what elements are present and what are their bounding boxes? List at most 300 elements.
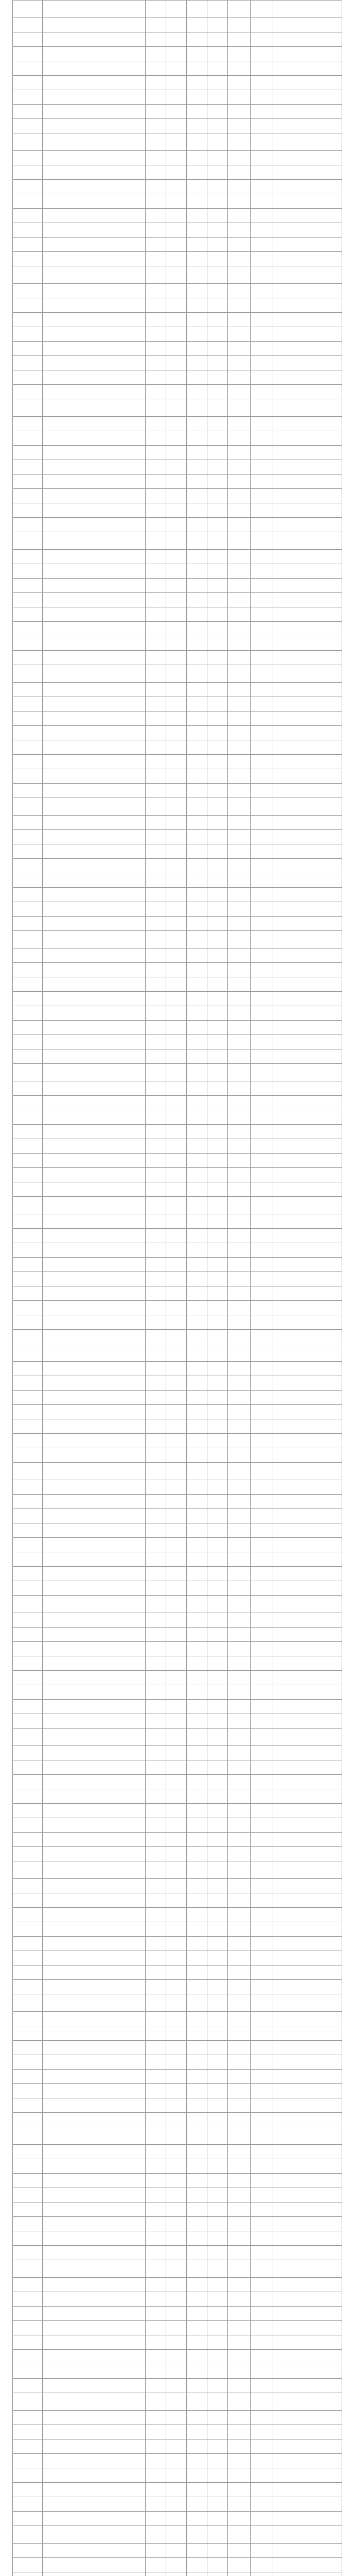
table-cell (146, 2127, 166, 2145)
table-cell (228, 2217, 251, 2231)
table-cell (43, 238, 146, 252)
table-cell (207, 1596, 228, 1613)
table-cell (273, 2558, 342, 2572)
table-cell (228, 1463, 251, 1480)
table-cell (273, 1168, 342, 1182)
table-cell (251, 550, 273, 564)
table-cell (251, 931, 273, 948)
table-cell (13, 209, 43, 223)
table-cell (43, 47, 146, 61)
table-cell (207, 1818, 228, 1833)
table-cell (43, 1139, 146, 1154)
table-cell (273, 697, 342, 711)
table-cell (228, 194, 251, 209)
table-cell (187, 460, 207, 474)
table-cell (13, 844, 43, 859)
table-cell (273, 1448, 342, 1463)
table-cell (273, 2159, 342, 2174)
table-cell (187, 1021, 207, 1035)
table-cell (228, 2070, 251, 2084)
table-cell (228, 1197, 251, 1214)
table-cell (13, 564, 43, 579)
table-cell (207, 1728, 228, 1746)
table-cell (228, 622, 251, 636)
table-cell (273, 1746, 342, 1760)
table-cell (13, 755, 43, 769)
table-cell (228, 489, 251, 503)
table-cell (251, 1671, 273, 1685)
table-cell (166, 1509, 187, 1523)
table-cell (13, 550, 43, 564)
table-cell (228, 1405, 251, 1419)
table-cell (43, 1405, 146, 1419)
table-cell (166, 1096, 187, 1110)
table-cell (228, 1746, 251, 1760)
school-row (13, 2393, 342, 2411)
table-cell (43, 489, 146, 503)
table-cell (207, 1538, 228, 1552)
table-cell (207, 1700, 228, 1714)
table-cell (273, 1728, 342, 1746)
table-cell (228, 2335, 251, 2350)
major-row (13, 474, 342, 489)
table-cell (228, 1642, 251, 1656)
table-cell (251, 2439, 273, 2454)
table-cell (43, 798, 146, 816)
table-cell (228, 1, 251, 18)
table-cell (13, 2526, 43, 2544)
table-cell (166, 1596, 187, 1613)
table-cell (13, 902, 43, 917)
table-cell (43, 1775, 146, 1789)
table-cell (166, 1463, 187, 1480)
table-cell (273, 532, 342, 550)
table-cell (146, 2159, 166, 2174)
table-cell (228, 1154, 251, 1168)
table-cell (43, 2558, 146, 2572)
table-cell (13, 1391, 43, 1405)
table-cell (207, 105, 228, 119)
major-row (13, 1775, 342, 1789)
table-cell (228, 503, 251, 518)
table-cell (207, 1197, 228, 1214)
table-cell (273, 1789, 342, 1804)
table-cell (146, 873, 166, 888)
table-cell (166, 636, 187, 651)
table-cell (146, 593, 166, 607)
table-cell (228, 2188, 251, 2202)
table-cell (207, 266, 228, 284)
major-row (13, 1879, 342, 1893)
table-cell (187, 2468, 207, 2483)
table-cell (146, 1006, 166, 1021)
table-cell (187, 740, 207, 755)
table-cell (228, 165, 251, 180)
table-cell (166, 2113, 187, 2127)
major-row (13, 1893, 342, 1908)
table-cell (251, 2335, 273, 2350)
table-cell (146, 2246, 166, 2260)
school-row (13, 1197, 342, 1214)
major-row (13, 1243, 342, 1258)
table-cell (207, 636, 228, 651)
table-cell (251, 2188, 273, 2202)
table-cell (13, 963, 43, 977)
table-cell (228, 61, 251, 76)
table-cell (207, 1, 228, 18)
table-cell (187, 1405, 207, 1419)
major-row (13, 313, 342, 327)
table-cell (207, 1096, 228, 1110)
table-cell (228, 1760, 251, 1775)
table-cell (187, 209, 207, 223)
table-cell (13, 1197, 43, 1214)
table-cell (273, 417, 342, 431)
table-cell (146, 636, 166, 651)
table-cell (273, 1272, 342, 1286)
table-cell (251, 238, 273, 252)
table-cell (166, 2202, 187, 2217)
table-cell (13, 711, 43, 726)
table-cell (43, 2070, 146, 2084)
table-cell (207, 2174, 228, 2188)
table-cell (228, 1965, 251, 1980)
table-cell (43, 2526, 146, 2544)
table-cell (43, 564, 146, 579)
table-cell (43, 651, 146, 665)
table-cell (146, 1567, 166, 1581)
table-cell (273, 1362, 342, 1376)
major-row (13, 697, 342, 711)
table-cell (187, 2055, 207, 2070)
table-cell (273, 1509, 342, 1523)
table-cell (13, 2335, 43, 2350)
table-cell (13, 873, 43, 888)
table-cell (251, 1538, 273, 1552)
table-cell (146, 1286, 166, 1301)
table-cell (228, 2512, 251, 2526)
table-cell (187, 917, 207, 931)
table-cell (207, 2379, 228, 2393)
table-cell (43, 1804, 146, 1818)
table-cell (207, 1330, 228, 1347)
table-cell (166, 1182, 187, 1197)
table-cell (146, 1951, 166, 1965)
major-row (13, 2026, 342, 2041)
table-cell (187, 2159, 207, 2174)
table-cell (146, 1229, 166, 1243)
major-row (13, 755, 342, 769)
major-row (13, 489, 342, 503)
table-cell (43, 165, 146, 180)
table-cell (43, 2159, 146, 2174)
table-cell (273, 1965, 342, 1980)
major-row (13, 816, 342, 830)
table-cell (207, 1495, 228, 1509)
table-cell (273, 992, 342, 1006)
table-cell (146, 844, 166, 859)
table-cell (187, 1861, 207, 1879)
table-cell (43, 223, 146, 238)
table-cell (251, 755, 273, 769)
table-cell (146, 2526, 166, 2544)
table-cell (207, 1154, 228, 1168)
table-cell (228, 1049, 251, 1064)
table-body (13, 1, 342, 2576)
table-cell (166, 1434, 187, 1448)
table-cell (166, 1168, 187, 1182)
table-cell (251, 1110, 273, 1125)
major-row (13, 2202, 342, 2217)
major-row (13, 683, 342, 697)
table-cell (43, 593, 146, 607)
table-cell (187, 1728, 207, 1746)
table-cell (207, 1833, 228, 1847)
table-cell (251, 1581, 273, 1596)
table-cell (146, 209, 166, 223)
table-cell (166, 1922, 187, 1937)
table-cell (166, 2572, 187, 2576)
table-cell (166, 2246, 187, 2260)
table-cell (43, 1419, 146, 1434)
table-cell (207, 1139, 228, 1154)
table-cell (273, 1922, 342, 1937)
table-cell (187, 1893, 207, 1908)
school-row (13, 1728, 342, 1746)
major-row (13, 2364, 342, 2379)
table-cell (273, 1994, 342, 2012)
table-cell (187, 1110, 207, 1125)
table-cell (251, 665, 273, 683)
table-cell (273, 651, 342, 665)
table-cell (13, 1301, 43, 1315)
table-cell (146, 1, 166, 18)
major-row (13, 2572, 342, 2576)
table-cell (251, 90, 273, 105)
table-cell (166, 1376, 187, 1391)
major-row (13, 1376, 342, 1391)
table-cell (43, 2335, 146, 2350)
table-cell (187, 47, 207, 61)
table-cell (13, 1229, 43, 1243)
table-cell (13, 2145, 43, 2159)
table-cell (146, 238, 166, 252)
table-cell (166, 2526, 187, 2544)
table-cell (187, 399, 207, 417)
table-cell (43, 1656, 146, 1671)
table-cell (187, 431, 207, 446)
table-cell (251, 1480, 273, 1495)
table-cell (43, 1671, 146, 1685)
table-cell (228, 238, 251, 252)
table-cell (13, 1286, 43, 1301)
table-cell (146, 1315, 166, 1330)
table-cell (273, 1301, 342, 1315)
major-row (13, 2483, 342, 2497)
table-cell (146, 1243, 166, 1258)
table-cell (207, 1419, 228, 1434)
table-cell (251, 223, 273, 238)
table-cell (207, 816, 228, 830)
table-cell (187, 2041, 207, 2055)
major-row (13, 1671, 342, 1685)
table-cell (187, 1642, 207, 1656)
table-cell (187, 1879, 207, 1893)
table-cell (251, 2278, 273, 2292)
table-cell (187, 165, 207, 180)
table-cell (273, 209, 342, 223)
table-cell (146, 223, 166, 238)
table-cell (207, 76, 228, 90)
table-cell (43, 209, 146, 223)
major-row (13, 2145, 342, 2159)
table-cell (13, 1272, 43, 1286)
table-cell (166, 1272, 187, 1286)
table-cell (187, 550, 207, 564)
table-cell (146, 298, 166, 313)
major-row (13, 61, 342, 76)
table-cell (273, 622, 342, 636)
table-cell (251, 489, 273, 503)
table-cell (251, 266, 273, 284)
table-cell (228, 977, 251, 992)
table-cell (251, 579, 273, 593)
table-cell (207, 327, 228, 342)
major-row (13, 1110, 342, 1125)
table-cell (166, 1049, 187, 1064)
table-cell (228, 2292, 251, 2307)
table-cell (187, 859, 207, 873)
table-cell (43, 2012, 146, 2026)
table-cell (273, 90, 342, 105)
table-cell (273, 266, 342, 284)
major-row (13, 2411, 342, 2425)
table-cell (146, 1994, 166, 2012)
table-cell (251, 2558, 273, 2572)
table-cell (43, 1567, 146, 1581)
table-cell (146, 2307, 166, 2321)
table-cell (146, 2188, 166, 2202)
table-cell (251, 503, 273, 518)
table-cell (43, 1746, 146, 1760)
table-cell (273, 431, 342, 446)
table-cell (187, 636, 207, 651)
table-cell (146, 133, 166, 151)
table-cell (228, 1879, 251, 1893)
table-cell (43, 1980, 146, 1994)
table-cell (166, 238, 187, 252)
table-cell (146, 474, 166, 489)
table-cell (207, 564, 228, 579)
table-cell (43, 417, 146, 431)
table-cell (273, 1523, 342, 1538)
table-cell (251, 1243, 273, 1258)
table-cell (166, 298, 187, 313)
table-cell (13, 2026, 43, 2041)
table-cell (207, 2246, 228, 2260)
table-cell (13, 579, 43, 593)
table-cell (146, 2202, 166, 2217)
table-cell (13, 1596, 43, 1613)
table-cell (146, 370, 166, 385)
table-cell (251, 1760, 273, 1775)
major-row (13, 298, 342, 313)
table-cell (146, 2454, 166, 2468)
table-cell (146, 1700, 166, 1714)
table-cell (166, 1833, 187, 1847)
table-cell (187, 2321, 207, 2335)
table-cell (146, 119, 166, 133)
table-cell (251, 370, 273, 385)
table-cell (207, 2202, 228, 2217)
table-cell (251, 1081, 273, 1096)
table-cell (207, 992, 228, 1006)
table-cell (273, 1879, 342, 1893)
table-cell (187, 1746, 207, 1760)
table-cell (273, 460, 342, 474)
table-cell (251, 1980, 273, 1994)
table-cell (273, 165, 342, 180)
table-cell (43, 266, 146, 284)
table-cell (187, 651, 207, 665)
table-cell (146, 1081, 166, 1096)
table-cell (273, 2411, 342, 2425)
table-cell (13, 1994, 43, 2012)
table-cell (13, 1804, 43, 1818)
table-cell (43, 1700, 146, 1714)
table-cell (13, 2454, 43, 2468)
table-cell (187, 342, 207, 356)
table-cell (13, 2278, 43, 2292)
table-cell (273, 948, 342, 963)
table-cell (166, 1567, 187, 1581)
table-cell (43, 2512, 146, 2526)
table-cell (207, 1581, 228, 1596)
table-cell (273, 1760, 342, 1775)
table-cell (207, 2454, 228, 2468)
table-cell (273, 1243, 342, 1258)
table-cell (251, 2411, 273, 2425)
table-cell (251, 2544, 273, 2558)
table-cell (187, 1833, 207, 1847)
table-cell (13, 1419, 43, 1434)
table-cell (228, 1980, 251, 1994)
major-row (13, 2278, 342, 2292)
major-row (13, 2335, 342, 2350)
table-cell (43, 1258, 146, 1272)
table-cell (13, 2483, 43, 2497)
table-cell (251, 2260, 273, 2278)
table-cell (251, 119, 273, 133)
table-cell (166, 1243, 187, 1258)
table-cell (166, 816, 187, 830)
table-cell (207, 370, 228, 385)
table-cell (228, 2454, 251, 2468)
major-row (13, 417, 342, 431)
major-row (13, 1613, 342, 1628)
table-cell (166, 622, 187, 636)
table-cell (13, 1035, 43, 1049)
table-cell (146, 2558, 166, 2572)
table-cell (273, 726, 342, 740)
table-cell (13, 1567, 43, 1581)
table-cell (251, 1922, 273, 1937)
table-cell (13, 2202, 43, 2217)
table-cell (43, 1523, 146, 1538)
table-cell (228, 2145, 251, 2159)
major-row (13, 1908, 342, 1922)
table-cell (187, 2526, 207, 2544)
